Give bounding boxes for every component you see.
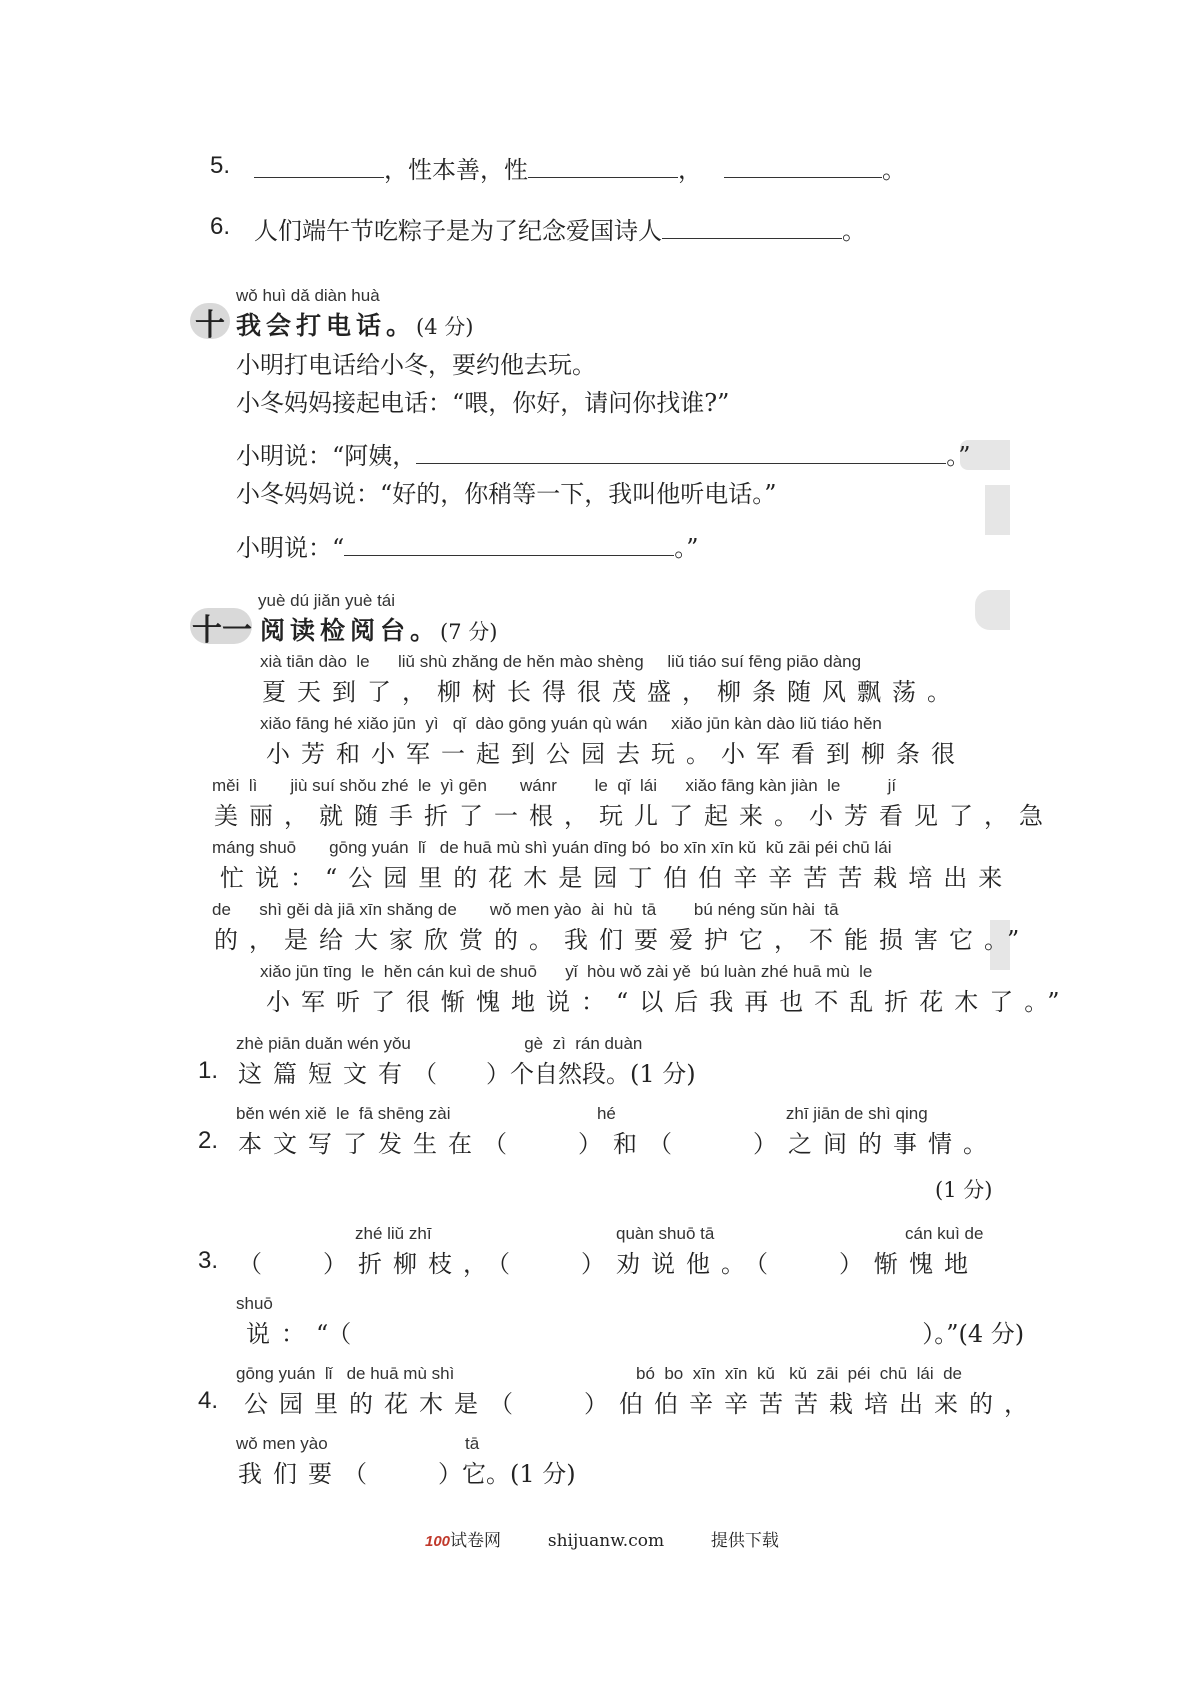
- answer-blank[interactable]: [344, 533, 674, 556]
- passage-pinyin: xiǎo fāng hé xiǎo jūn yì qǐ dào gōng yuán qù wán xiǎo jūn kàn dào liǔ tiáo hěn: [260, 714, 882, 733]
- fill-question-6: 人们端午节吃粽子是为了纪念爱国诗人 。: [254, 217, 866, 245]
- question-pinyin: tā: [465, 1434, 480, 1453]
- question-pinyin: gōng yuán lǐ de huā mù shì: [236, 1364, 455, 1383]
- passage-line: 美丽，就随手折了一根，玩儿了起来。小芳看见了，急: [214, 802, 1054, 830]
- phone-line: 小明打电话给小冬，要约他去玩。: [236, 351, 596, 379]
- passage-pinyin: xiǎo jūn tīng le hěn cán kuì de shuō yǐ hòu wǒ zài yě bú luàn zhé huā mù le: [260, 962, 873, 981]
- question-score: (1 分): [935, 1178, 993, 1202]
- answer-blank[interactable]: [662, 216, 842, 239]
- question-number: 4.: [198, 1387, 219, 1414]
- passage-line: 夏天到了，柳树长得很茂盛，柳条随风飘荡。: [262, 678, 962, 706]
- site-url[interactable]: shijuanw.com: [547, 1531, 665, 1551]
- section-title-pinyin: yuè dú jiǎn yuè tái: [258, 591, 396, 610]
- passage-line: 的，是给大家欣赏的。我们要爱护它，不能损害它。”: [214, 926, 1031, 954]
- section-score: (7 分): [440, 620, 498, 644]
- decorative-shape: [985, 485, 1010, 535]
- section-title: 我会打电话。(4 分): [236, 311, 474, 340]
- question-number: 3.: [198, 1247, 219, 1274]
- passage-line: 小芳和小军一起到公园去玩。小军看到柳条很: [266, 740, 966, 768]
- answer-blank[interactable]: [254, 155, 384, 178]
- question-4: 公园里的花木是（ ）伯伯辛辛苦苦栽培出来的，: [244, 1390, 1039, 1418]
- question-4-continued: 我们要（ ）它。(1 分): [238, 1460, 576, 1488]
- phone-line: 小明说：“ 。”: [236, 534, 699, 562]
- question-number: 6.: [210, 213, 231, 240]
- passage-pinyin: xià tiān dào le liǔ shù zhǎng de hěn mào shèng liǔ tiáo suí fēng piāo dàng: [260, 652, 862, 671]
- question-number: 2.: [198, 1127, 219, 1154]
- site-logo: 100: [425, 1533, 451, 1550]
- fill-question-5: ，性本善，性 ， 。: [254, 150, 906, 185]
- answer-blank[interactable]: [528, 155, 678, 178]
- section-title: 阅读检阅台。(7 分): [260, 616, 498, 645]
- question-pinyin: běn wén xiě le fā shēng zài hé zhī jiān de shì qing: [236, 1104, 928, 1123]
- footer-tail: 提供下载: [710, 1531, 779, 1551]
- phone-line: 小冬妈妈说：“好的，你稍等一下，我叫他听电话。”: [236, 480, 777, 508]
- section-number: 十一: [192, 613, 252, 648]
- question-number: 5.: [210, 152, 231, 179]
- phone-line: 小冬妈妈接起电话：“喂，你好，请问你找谁?”: [236, 389, 730, 417]
- answer-blank[interactable]: [416, 441, 946, 464]
- question-pinyin: zhè piān duǎn wén yǒu gè zì rán duàn: [236, 1034, 643, 1053]
- question-pinyin: bó bo xīn xīn kǔ kǔ zāi péi chū lái de: [636, 1364, 963, 1383]
- passage-pinyin: de shì gěi dà jiā xīn shǎng de wǒ men yào ài hù tā bú néng sǔn hài tā: [212, 900, 839, 919]
- section-number: 十: [195, 308, 225, 343]
- decorative-shape: [975, 590, 1010, 630]
- question-pinyin: quàn shuō tā: [616, 1224, 715, 1243]
- passage-line: 忙说：“公园里的花木是园丁伯伯辛辛苦苦栽培出来: [220, 864, 1014, 892]
- footer: [425, 1526, 779, 1551]
- question-3-continued: 说：“（ ）。”(4 分): [246, 1320, 1025, 1348]
- section-title-pinyin: wǒ huì dǎ diàn huà: [236, 286, 380, 305]
- question-pinyin: wǒ men yào: [236, 1434, 328, 1453]
- passage-pinyin: máng shuō gōng yuán lǐ de huā mù shì yuán dīng bó bo xīn xīn kǔ kǔ zāi péi chū lái: [212, 838, 892, 857]
- passage-line: 小军听了很惭愧地说：“以后我再也不乱折花木了。”: [266, 988, 1071, 1016]
- question-pinyin: zhé liǔ zhī: [355, 1224, 432, 1243]
- passage-pinyin: měi lì jiù suí shǒu zhé le yì gēn wánr le qǐ lái xiǎo fāng kàn jiàn le jí: [212, 776, 897, 795]
- section-score: (4 分): [416, 315, 474, 339]
- question-3: （ ）折柳枝，（ ）劝说他。（ ）惭愧地: [238, 1250, 979, 1278]
- question-1: 这篇短文有（ ）个自然段。(1 分): [238, 1060, 696, 1088]
- question-pinyin: shuō: [236, 1294, 273, 1313]
- question-number: 1.: [198, 1057, 219, 1084]
- answer-blank[interactable]: [724, 155, 882, 178]
- site-name: 试卷网: [450, 1531, 502, 1551]
- phone-line: 小明说：“阿姨， 。”: [236, 442, 971, 470]
- question-pinyin: cán kuì de: [905, 1224, 984, 1243]
- question-2: 本文写了发生在（ ）和（ ）之间的事情。: [238, 1130, 998, 1158]
